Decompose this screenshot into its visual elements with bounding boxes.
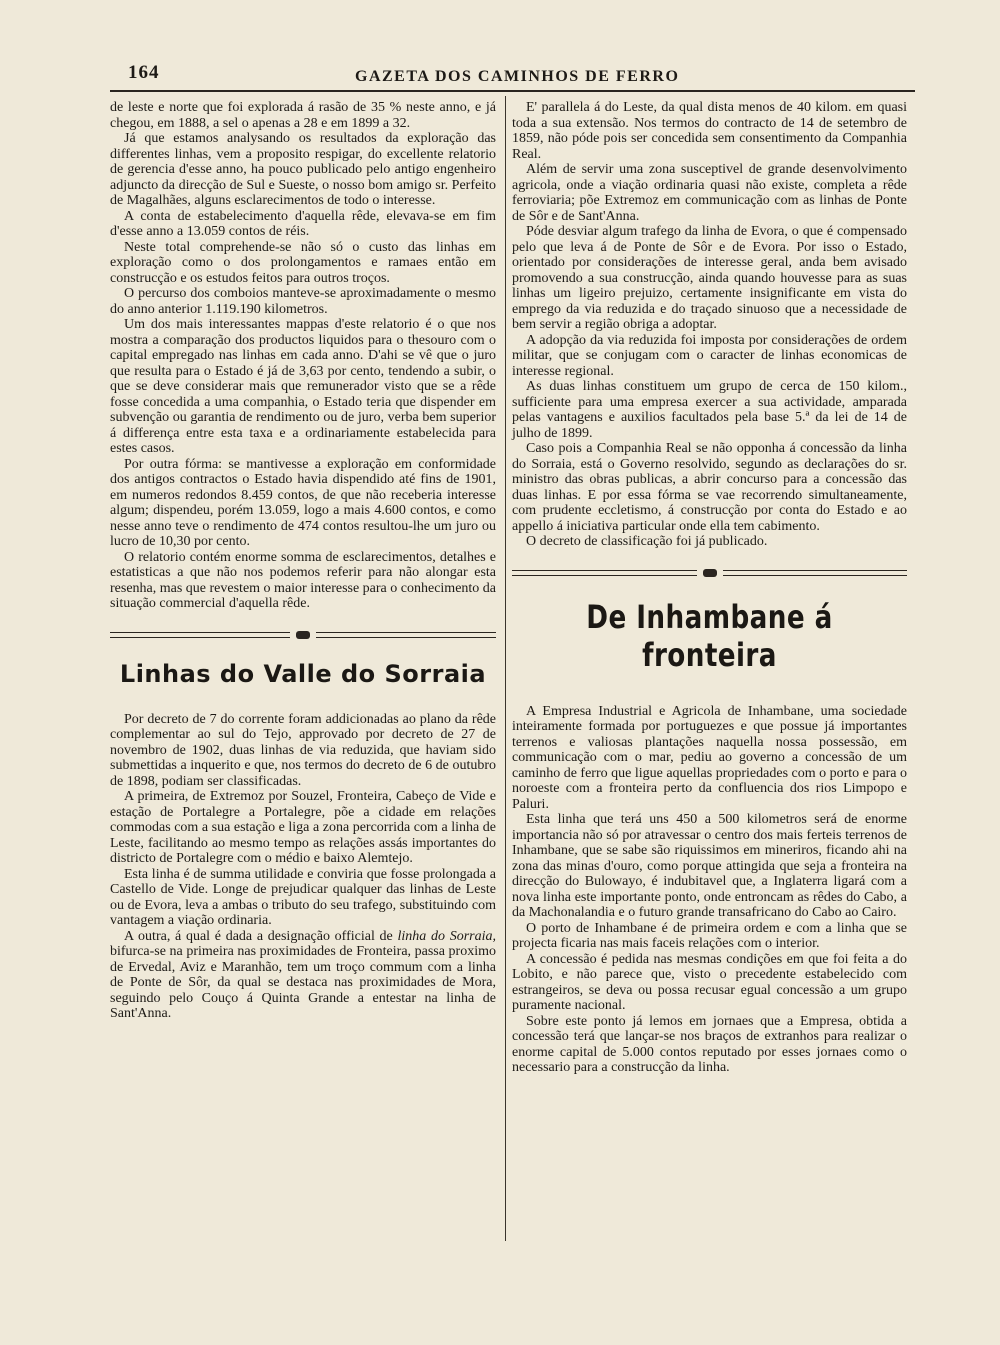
paragraph: As duas linhas constituem um grupo de cerca de 150 kilom., sufficiente para uma empresa exercer a sua actividade, amparada pelas vantagens e auxilios facultados pela base 5.ª da lei de 14 de julho de 1899. [512, 379, 907, 441]
paragraph: Caso pois a Companhia Real se não opponha á concessão da linha do Sorraia, está o Governo resolvido, segundo as declarações do sr. ministro das obras publicas, a abrir concurso para a concessão das duas linhas. E por essa fórma se vae recorrendo simultaneamente, com prudente eccletismo, á construcção por conta do Estado e ao appello á iniciativa particular onde ella tem cabimento. [512, 441, 907, 534]
paragraph: Além de servir uma zona susceptivel de grande desenvolvimento agricola, onde a viação ordinaria quasi não existe, completa a rêde ferroviaria; põe Extremoz em communicação com as linhas de Ponte de Sôr e de Sant'Anna. [512, 162, 907, 224]
paragraph: Um dos mais interessantes mappas d'este relatorio é o que nos mostra a comparação dos productos liquidos para o thesouro com o capital empregado nas linhas em cada anno. D'ahi se vê que o juro que resulta para o Estado é já de 3,63 por cento, tendendo a subir, o que se deve considerar mais que remunerador visto que se a rêde fosse concedida a uma companhia, o Estado teria que dispender em subvenção ou garantia de rendimento ou de juro, verba bem superior á differença entre esta taxa e a ordinariamente estabelecida para estes casos. [110, 317, 496, 456]
paragraph: Por decreto de 7 do corrente foram addicionadas ao plano da rêde complementar ao sul do Tejo, approvado por decreto de 27 de novembro de 1902, duas linhas de via reduzida, que haviam sido submettidas a inquerito e que, nos termos do decreto de 6 de outubro de 1898, podiam ser classificadas. [110, 711, 496, 789]
section-divider-ornament [110, 626, 496, 644]
right-column [512, 100, 907, 1076]
paragraph: Neste total comprehende-se não só o custo das linhas em exploração como o dos prolongamentos e ramaes então em construcção e os estudos feitos para outros troços. [110, 239, 496, 286]
paragraph: A adopção da via reduzida foi imposta por considerações de ordem militar, que se conjugam com o caracter de linhas economicas de interesse regional. [512, 332, 907, 379]
paragraph [110, 929, 496, 1022]
ornament-icon [296, 631, 310, 639]
paragraph: E' parallela á do Leste, da qual dista menos de 40 kilom. em quasi toda a sua extensão. Nos termos do contracto de 14 de setembro de 1859, não póde pois ser concedida sem consentimento da Companhia Real. [512, 100, 907, 162]
column-divider [505, 96, 506, 1241]
paragraph: Póde desviar algum trafego da linha de Evora, o que é compensado pelo que leva á de Ponte de Sôr e de Evora. Por isso o Estado, orientado por considerações de interesse geral, anda bem avisado promovendo a sua construcção, ainda quando houvesse para as suas linhas um ligeiro prejuizo, certamente insignificante em vista do emprego da via reduzida e do traçado sinuoso que a necessidade de bem servir a região obriga a adoptar. [512, 224, 907, 332]
paragraph: A Empresa Industrial e Agricola de Inhambane, uma sociedade inteiramente formada por portuguezes e que possue já importantes terrenos e valiosas plantações naquella nossa possessão, em communicação com o mar, pediu ao governo a concessão de um caminho de ferro que ligue aquellas propriedades com o porto e para o noroeste com a fronteira perto da confluencia dos rios Limpopo e Paluri. [512, 703, 907, 812]
paragraph: Sobre este ponto já lemos em jornaes que a Empresa, obtida a concessão terá que lançar-se nos braços de extranhos para realizar o enorme capital de 5.000 contos reputado por esses jornaes como o necessario para a construcção da linha. [512, 1013, 907, 1075]
section-divider-ornament [512, 564, 907, 582]
paragraph: de leste e norte que foi explorada á rasão de 35 % neste anno, e já chegou, em 1888, a sel o apenas a 28 e em 1899 a 32. [110, 100, 496, 131]
text-run: A outra, á qual é dada a designação official de [124, 928, 398, 944]
italic-text: linha do Sorraia, [397, 928, 496, 944]
paragraph: Esta linha que terá uns 450 a 500 kilometros será de enorme importancia não só por atravessar o centro dos mais ferteis terrenos de Inhambane, que se sabe são riquissimos em mineriros, ficando ahi na zona das minas d'ouro, como porque attingida que seja a fronteira na direcção do Bulowayo, é indubitavel que, a Inglaterra ligará com a nova linha este importante ponto, onde entroncam as rêdes do Cabo, a da Machonalandia e o futuro grande transafricano do Cabo ao Cairo. [512, 812, 907, 920]
paragraph: Por outra fórma: se mantivesse a exploração em conformidade dos antigos contractos o Estado havia dispendido até fins de 1901, em numeros redondos 8.459 contos, de que não receberia interesse algum; dispendeu, porém 13.059, logo a mais 4.600 contos, e como nesse anno teve o rendimento de 474 contos resultou-lhe um juro ou lucro de 10,30 por cento. [110, 456, 496, 549]
paragraph: A primeira, de Extremoz por Souzel, Fronteira, Cabeço de Vide e estação de Portalegre a Portalegre, põe a cidade em relações commodas com a sua estação e liga a zona percorrida com a linha de Leste, facilitando ao mesmo tempo as relações assás importantes do districto de Portalegre com o médio e baixo Alemtejo. [110, 789, 496, 866]
article-heading-inhambane: De Inhambane á fronteira [586, 597, 833, 674]
running-title: GAZETA DOS CAMINHOS DE FERRO [355, 68, 680, 85]
paragraph: Esta linha é de summa utilidade e conviria que fosse prolongada a Castello de Vide. Longe de prejudicar qualquer das linhas de Leste ou de Evora, leva a ambas o tributo do seu trafego, substituindo com vantagem a viação ordinaria. [110, 866, 496, 928]
left-column [110, 100, 496, 1022]
text-run: bifurca-se na primeira nas proximidades de Fronteira, passa proximo de Ervedal, Aviz e Maranhão, tem um troço commum com a linha de Ponte de Sôr, da qual se destaca nas proximidades de Mora, seguindo pelo Couço á Quinta Grande a entestar na linha de Sant'Anna. [110, 944, 496, 1021]
paragraph: A conta de estabelecimento d'aquella rêde, elevava-se em fim d'esse anno a 13.059 contos de réis. [110, 208, 496, 239]
paragraph: A concessão é pedida nas mesmas condições em que foi feita a do Lobito, e não parece que, visto o precedente estabelecido com estrangeiros, se deva ou possa recusar egual concessão a um grupo puramente nacional. [512, 951, 907, 1013]
article-heading-sorraia: Linhas do Valle do Sorraia [119, 659, 487, 688]
ornament-icon [703, 569, 717, 577]
header-rule [110, 90, 915, 92]
paragraph: O percurso dos comboios manteve-se aproximadamente o mesmo do anno anterior 1.119.190 kilometros. [110, 286, 496, 317]
paragraph: O porto de Inhambane é de primeira ordem e com a linha que se projecta ficaria nas mais faceis relações com o interior. [512, 920, 907, 951]
page-number: 164 [128, 62, 160, 83]
paragraph: O decreto de classificação foi já publicado. [526, 534, 768, 549]
paragraph: Já que estamos analysando os resultados da exploração das differentes linhas, vem a proposito respigar, do excellente relatorio de gerencia d'esse anno, ha pouco publicado pelo antigo engenheiro adjuncto da direcção de Sul e Sueste, o nosso bom amigo sr. Perfeito de Magalhães, alguns esclarecimentos de todo o interesse. [110, 131, 496, 208]
paragraph: O relatorio contém enorme somma de esclarecimentos, detalhes e estatisticas a que não nos podemos referir para não alongar esta resenha, mas que revestem o maior interesse para o conhecimento da situação commercial d'aquella rêde. [110, 549, 497, 611]
